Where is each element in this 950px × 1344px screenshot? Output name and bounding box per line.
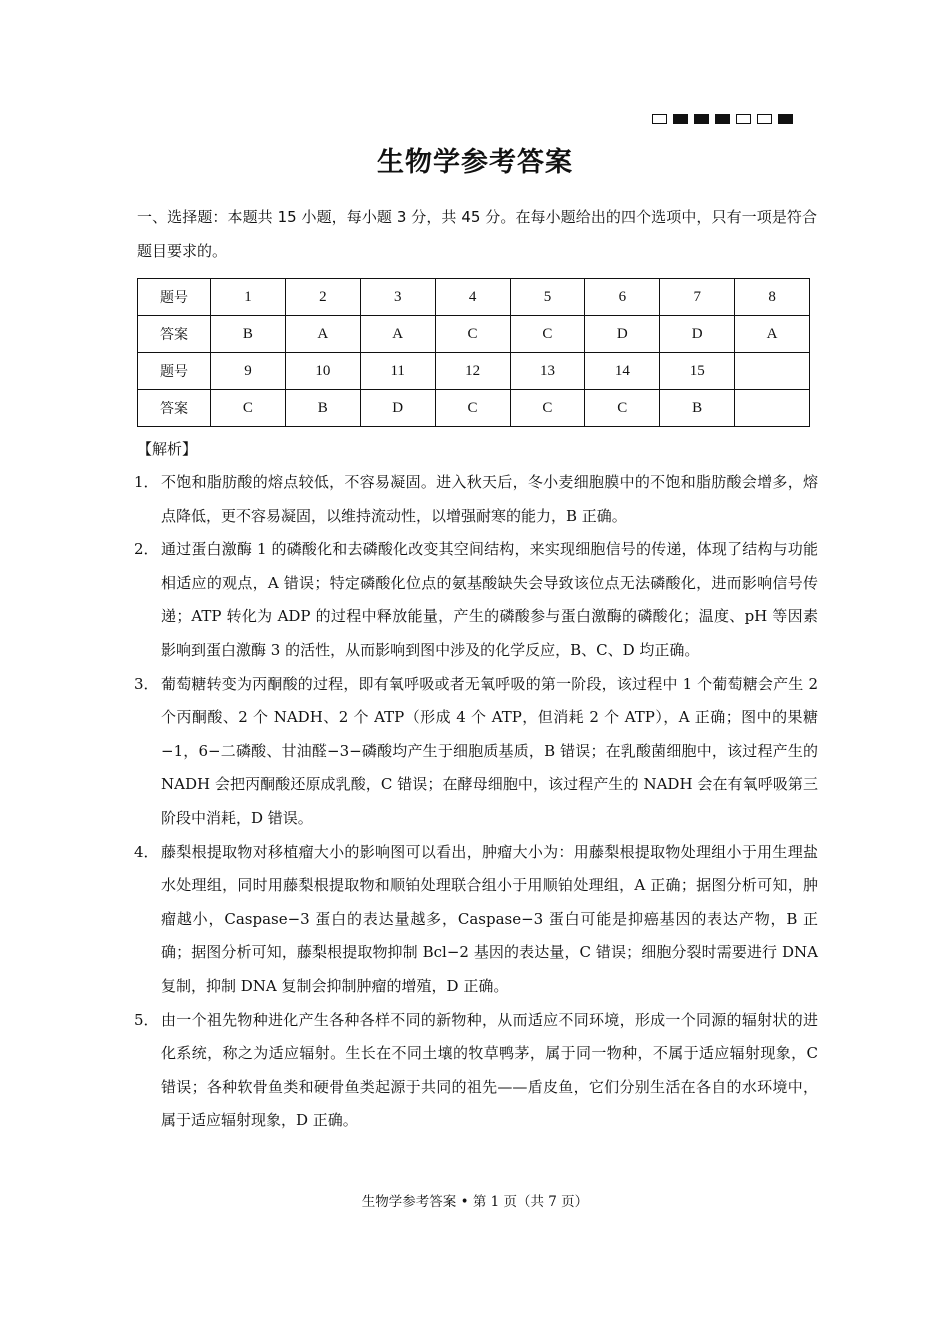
table-cell: C — [585, 390, 660, 427]
item-number: 4． — [134, 842, 159, 861]
row-header: 答案 — [138, 390, 211, 427]
marker-box — [715, 114, 730, 124]
list-item — [134, 466, 818, 533]
table-cell: 3 — [360, 279, 435, 316]
item-number: 5． — [134, 1010, 159, 1029]
list-item — [134, 533, 818, 667]
table-cell: C — [510, 316, 585, 353]
top-marks — [652, 114, 793, 124]
table-cell: 9 — [211, 353, 286, 390]
section-instructions: 一、选择题：本题共 15 小题，每小题 3 分，共 45 分。在每小题给出的四个选项中，只有一项是符合题目要求的。 — [137, 208, 817, 260]
table-cell — [735, 390, 810, 427]
analysis-heading: 【解析】 — [137, 440, 198, 458]
table-cell: C — [435, 316, 510, 353]
marker-box — [736, 114, 751, 124]
table-cell: 6 — [585, 279, 660, 316]
table-cell: B — [285, 390, 360, 427]
table-cell: 10 — [285, 353, 360, 390]
row-header: 答案 — [138, 316, 211, 353]
item-text: 藤梨根提取物对移植瘤大小的影响图可以看出，肿瘤大小为：用藤梨根提取物处理组小于用生理盐水处理组，同时用藤梨根提取物和顺铂处理联合组小于用顺铂处理组，A 正确；据图分析可知，肿瘤越小，Caspase−3 蛋白的表达量越多，Caspase−3 蛋白可能是抑癌基因的表达产物，B 正确；据图分析可知，藤梨根提取物抑制 Bcl−2 基因的表达量，C 错误；细胞分裂时需要进行 DNA 复制，抑制 DNA 复制会抑制肿瘤的增殖，D 正确。 — [161, 842, 818, 995]
answer-table — [137, 278, 810, 427]
table-cell: D — [585, 316, 660, 353]
table-cell: A — [735, 316, 810, 353]
table-cell: A — [360, 316, 435, 353]
table-cell: 13 — [510, 353, 585, 390]
marker-box — [652, 114, 667, 124]
table-cell: 8 — [735, 279, 810, 316]
table-row — [138, 353, 810, 390]
marker-box — [694, 114, 709, 124]
table-cell: B — [211, 316, 286, 353]
table-cell: 4 — [435, 279, 510, 316]
list-item — [134, 1004, 818, 1138]
item-text: 不饱和脂肪酸的熔点较低，不容易凝固。进入秋天后，冬小麦细胞膜中的不饱和脂肪酸会增多，熔点降低，更不容易凝固，以维持流动性，以增强耐寒的能力，B 正确。 — [161, 473, 818, 525]
table-cell: 1 — [211, 279, 286, 316]
list-item — [134, 668, 818, 836]
item-number: 3． — [134, 674, 159, 693]
table-cell: D — [360, 390, 435, 427]
table-cell: 15 — [660, 353, 735, 390]
row-header: 题号 — [138, 353, 211, 390]
table-row — [138, 279, 810, 316]
marker-box — [673, 114, 688, 124]
table-cell: 7 — [660, 279, 735, 316]
row-header: 题号 — [138, 279, 211, 316]
table-cell: 2 — [285, 279, 360, 316]
table-cell: D — [660, 316, 735, 353]
marker-box — [757, 114, 772, 124]
table-cell: C — [510, 390, 585, 427]
page-title: 生物学参考答案 — [377, 147, 573, 178]
item-number: 1． — [134, 473, 159, 491]
item-number: 2． — [134, 540, 159, 559]
table-cell: B — [660, 390, 735, 427]
list-item — [134, 836, 818, 1004]
item-text: 葡萄糖转变为丙酮酸的过程，即有氧呼吸或者无氧呼吸的第一阶段，该过程中 1 个葡萄糖会产生 2 个丙酮酸、2 个 NADH、2 个 ATP（形成 4 个 ATP，但消耗 2 个 ATP），A 正确；图中的果糖−1，6−二磷酸、甘油醛−3−磷酸均产生于细胞质基质，B 错误；在乳酸菌细胞中，该过程产生的 NADH 会把丙酮酸还原成乳酸，C 错误；在酵母细胞中，该过程产生的 NADH 会在有氧呼吸第三阶段中消耗，D 错误。 — [161, 674, 818, 827]
table-row — [138, 390, 810, 427]
table-cell: C — [435, 390, 510, 427]
table-cell: 5 — [510, 279, 585, 316]
table-cell — [735, 353, 810, 390]
table-row — [138, 316, 810, 353]
item-text: 通过蛋白激酶 1 的磷酸化和去磷酸化改变其空间结构，来实现细胞信号的传递，体现了结构与功能相适应的观点，A 错误；特定磷酸化位点的氨基酸缺失会导致该位点无法磷酸化，进而影响信号传递；ATP 转化为 ADP 的过程中释放能量，产生的磷酸参与蛋白激酶的磷酸化；温度、pH 等因素影响到蛋白激酶 3 的活性，从而影响到图中涉及的化学反应，B、C、D 均正确。 — [161, 540, 818, 659]
item-text: 由一个祖先物种进化产生各种各样不同的新物种，从而适应不同环境，形成一个同源的辐射状的进化系统，称之为适应辐射。生长在不同土壤的牧草鸭茅，属于同一物种，不属于适应辐射现象，C 错误；各种软骨鱼类和硬骨鱼类起源于共同的祖先——盾皮鱼，它们分别生活在各自的水环境中，属于适应辐射现象，D 正确。 — [161, 1010, 818, 1130]
table-cell: A — [285, 316, 360, 353]
explanation-list — [134, 466, 818, 1138]
table-cell: 11 — [360, 353, 435, 390]
table-cell: C — [211, 390, 286, 427]
page-footer: 生物学参考答案 • 第 1 页（共 7 页） — [361, 1194, 589, 1210]
marker-box — [778, 114, 793, 124]
table-cell: 14 — [585, 353, 660, 390]
table-cell: 12 — [435, 353, 510, 390]
